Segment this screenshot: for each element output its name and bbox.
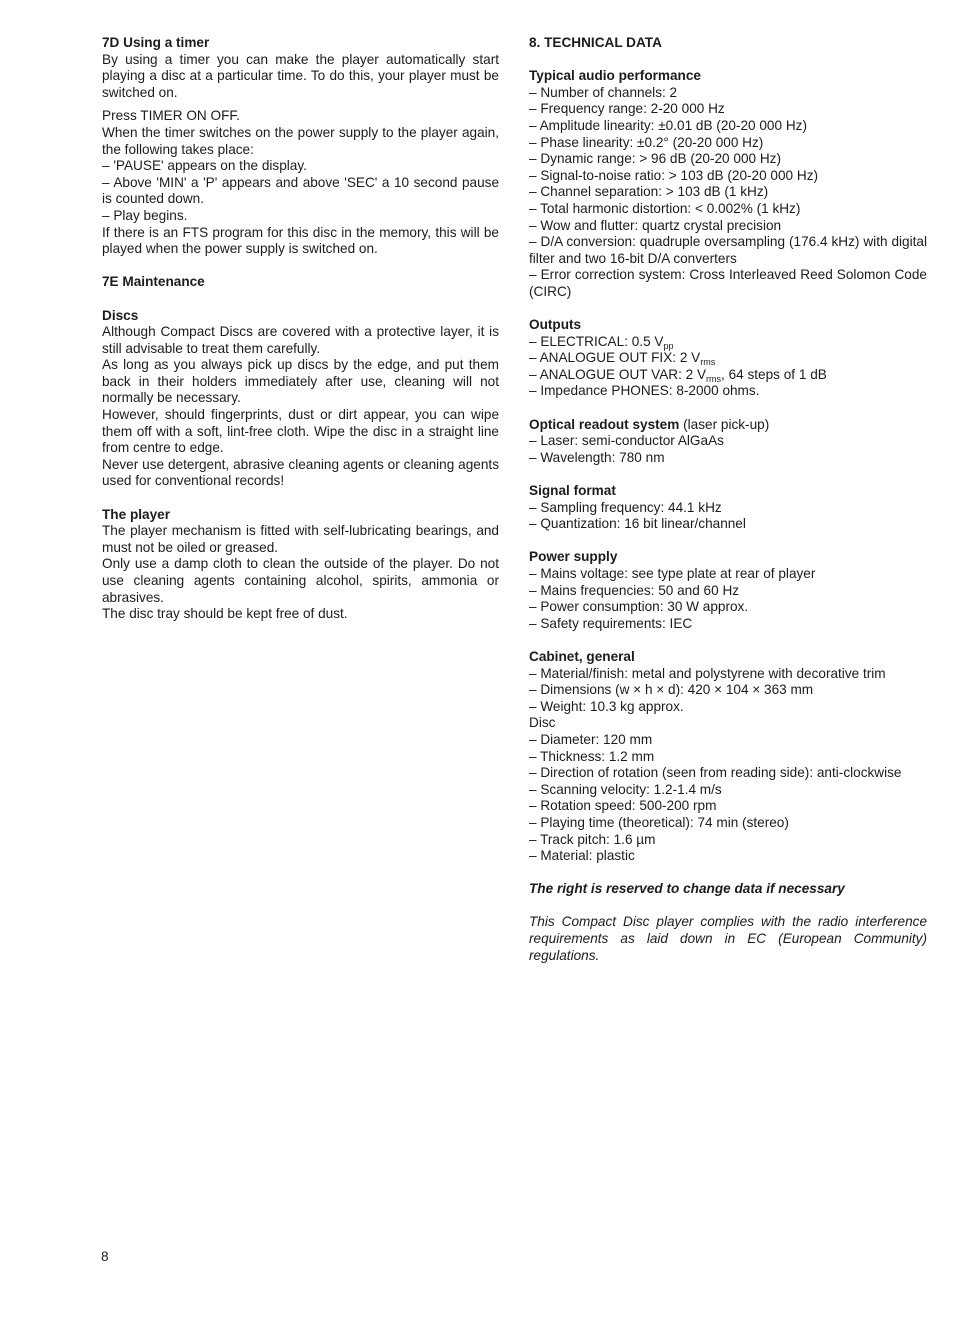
left-column <box>102 35 499 623</box>
list-item: – 'PAUSE' appears on the display. <box>102 158 307 174</box>
subheading-text: Optical readout system <box>529 416 680 432</box>
right-column <box>529 35 927 964</box>
list-item: – Error correction system: Cross Interleaved Reed Solomon Code (CIRC) <box>529 267 927 299</box>
list-item <box>529 367 927 384</box>
player-paragraph: Only use a damp cloth to clean the outside of the player. Do not use cleaning agents containing alcohol, spirits, ammonia or abrasives. <box>102 556 499 605</box>
list-item: – Material/finish: metal and polystyrene with decorative trim <box>529 665 886 681</box>
list-item <box>529 350 927 367</box>
disc-label: Disc <box>529 715 556 731</box>
list-item: – Quantization: 16 bit linear/channel <box>529 516 746 532</box>
spec-text: – ELECTRICAL: 0.5 V <box>529 333 664 349</box>
subheading-audio-performance: Typical audio performance <box>529 68 701 84</box>
list-item: – Playing time (theoretical): 74 min (stereo) <box>529 814 789 830</box>
player-paragraph: The player mechanism is fitted with self-lubricating bearings, and must not be oiled or greased. <box>102 523 499 555</box>
spec-text: – ANALOGUE OUT FIX: 2 V <box>529 350 701 366</box>
discs-paragraph: Never use detergent, abrasive cleaning agents or cleaning agents used for conventional records! <box>102 456 499 489</box>
discs-paragraph: However, should fingerprints, dust or dirt appear, you can wipe them off with a soft, lint-free cloth. Wipe the disc in a straight line from centre to edge. <box>102 407 499 456</box>
list-item: – Above 'MIN' a 'P' appears and above 'SEC' a 10 second pause is counted down. <box>102 174 499 207</box>
list-item: – Material: plastic <box>529 848 635 864</box>
spec-text: – ANALOGUE OUT VAR: 2 V <box>529 366 707 382</box>
spec-text: , 64 steps of 1 dB <box>721 366 827 382</box>
subheading-discs: Discs <box>102 307 139 323</box>
list-item: – Diameter: 120 mm <box>529 731 653 747</box>
list-item: – Safety requirements: IEC <box>529 615 693 631</box>
unit-subscript: rms <box>700 357 716 368</box>
list-item: – Play begins. <box>102 207 188 223</box>
outputs-list <box>529 334 927 400</box>
list-item: – Weight: 10.3 kg approx. <box>529 698 684 714</box>
list-item: – Track pitch: 1.6 µm <box>529 831 656 847</box>
compliance-notice: This Compact Disc player complies with the radio interference requirements as laid down in EC (European Community) regulations. <box>529 914 927 963</box>
subheading-outputs: Outputs <box>529 317 582 333</box>
list-item: – Mains frequencies: 50 and 60 Hz <box>529 582 740 598</box>
timer-steps-list <box>102 158 499 224</box>
subheading-player: The player <box>102 506 170 522</box>
list-item: – Rotation speed: 500-200 rpm <box>529 798 717 814</box>
optical-list <box>529 433 927 466</box>
list-item: – Mains voltage: see type plate at rear of player <box>529 566 816 581</box>
page-number: 8 <box>101 1249 109 1264</box>
unit-subscript: rms <box>706 373 722 384</box>
list-item: – Amplitude linearity: ±0.01 dB (20-20 000 Hz) <box>529 117 807 133</box>
power-list <box>529 566 927 632</box>
timer-fts-note: If there is an FTS program for this disc in the memory, this will be played when the power supply is switched on. <box>102 224 499 257</box>
player-paragraph: The disc tray should be kept free of dust. <box>102 606 348 622</box>
unit-subscript: pp <box>663 340 674 351</box>
section-heading-technical-data: 8. TECHNICAL DATA <box>529 35 662 50</box>
list-item: – Channel separation: > 103 dB (1 kHz) <box>529 184 769 200</box>
subheading-power-supply: Power supply <box>529 549 618 565</box>
discs-paragraph: As long as you always pick up discs by the edge, and put them back in their holders immediately after use, cleaning will not normally be necessary. <box>102 357 499 406</box>
list-item: – Phase linearity: ±0.2° (20-20 000 Hz) <box>529 134 764 150</box>
subheading-optical-readout <box>529 417 927 434</box>
signal-list <box>529 500 927 533</box>
audio-specs-list <box>529 85 927 301</box>
list-item: – Signal-to-noise ratio: > 103 dB (20-20 000 Hz) <box>529 167 819 183</box>
list-item: – Number of channels: 2 <box>529 84 678 100</box>
list-item: – Frequency range: 2-20 000 Hz <box>529 101 725 117</box>
subheading-signal-format: Signal format <box>529 483 616 499</box>
list-item: – Dimensions (w × h × d): 420 × 104 × 363 mm <box>529 682 814 698</box>
timer-press-instruction: Press TIMER ON OFF. <box>102 108 240 124</box>
list-item: – Sampling frequency: 44.1 kHz <box>529 499 722 515</box>
list-item: – Power consumption: 30 W approx. <box>529 599 749 615</box>
list-item: – Wavelength: 780 nm <box>529 449 665 465</box>
list-item: – D/A conversion: quadruple oversampling (176.4 kHz) with digital filter and two 16-bit D/A converters <box>529 234 927 266</box>
list-item: – Laser: semi-conductor AlGaAs <box>529 433 724 449</box>
reserved-notice: The right is reserved to change data if necessary <box>529 881 845 897</box>
discs-paragraph: Although Compact Discs are covered with a protective layer, it is still advisable to treat them carefully. <box>102 324 499 356</box>
list-item: – Wow and flutter: quartz crystal precision <box>529 217 782 233</box>
list-item: – Impedance PHONES: 8-2000 ohms. <box>529 383 760 399</box>
list-item: – Scanning velocity: 1.2-1.4 m/s <box>529 781 722 797</box>
section-heading-maintenance: 7E Maintenance <box>102 274 205 290</box>
timer-intro: By using a timer you can make the player automatically start playing a disc at a particular time. To do this, your player must be switched on. <box>102 51 499 100</box>
subheading-suffix: (laser pick-up) <box>679 416 770 432</box>
disc-list <box>529 732 927 865</box>
section-heading-timer: 7D Using a timer <box>102 35 210 50</box>
list-item: – Direction of rotation (seen from reading side): anti-clockwise <box>529 765 902 781</box>
list-item: – Thickness: 1.2 mm <box>529 748 655 764</box>
subheading-cabinet-general: Cabinet, general <box>529 648 635 664</box>
timer-when: When the timer switches on the power supply to the player again, the following takes place: <box>102 124 499 157</box>
list-item <box>529 334 927 351</box>
cabinet-list <box>529 666 927 716</box>
list-item: – Dynamic range: > 96 dB (20-20 000 Hz) <box>529 151 781 167</box>
list-item: – Total harmonic distortion: < 0.002% (1 kHz) <box>529 200 801 216</box>
